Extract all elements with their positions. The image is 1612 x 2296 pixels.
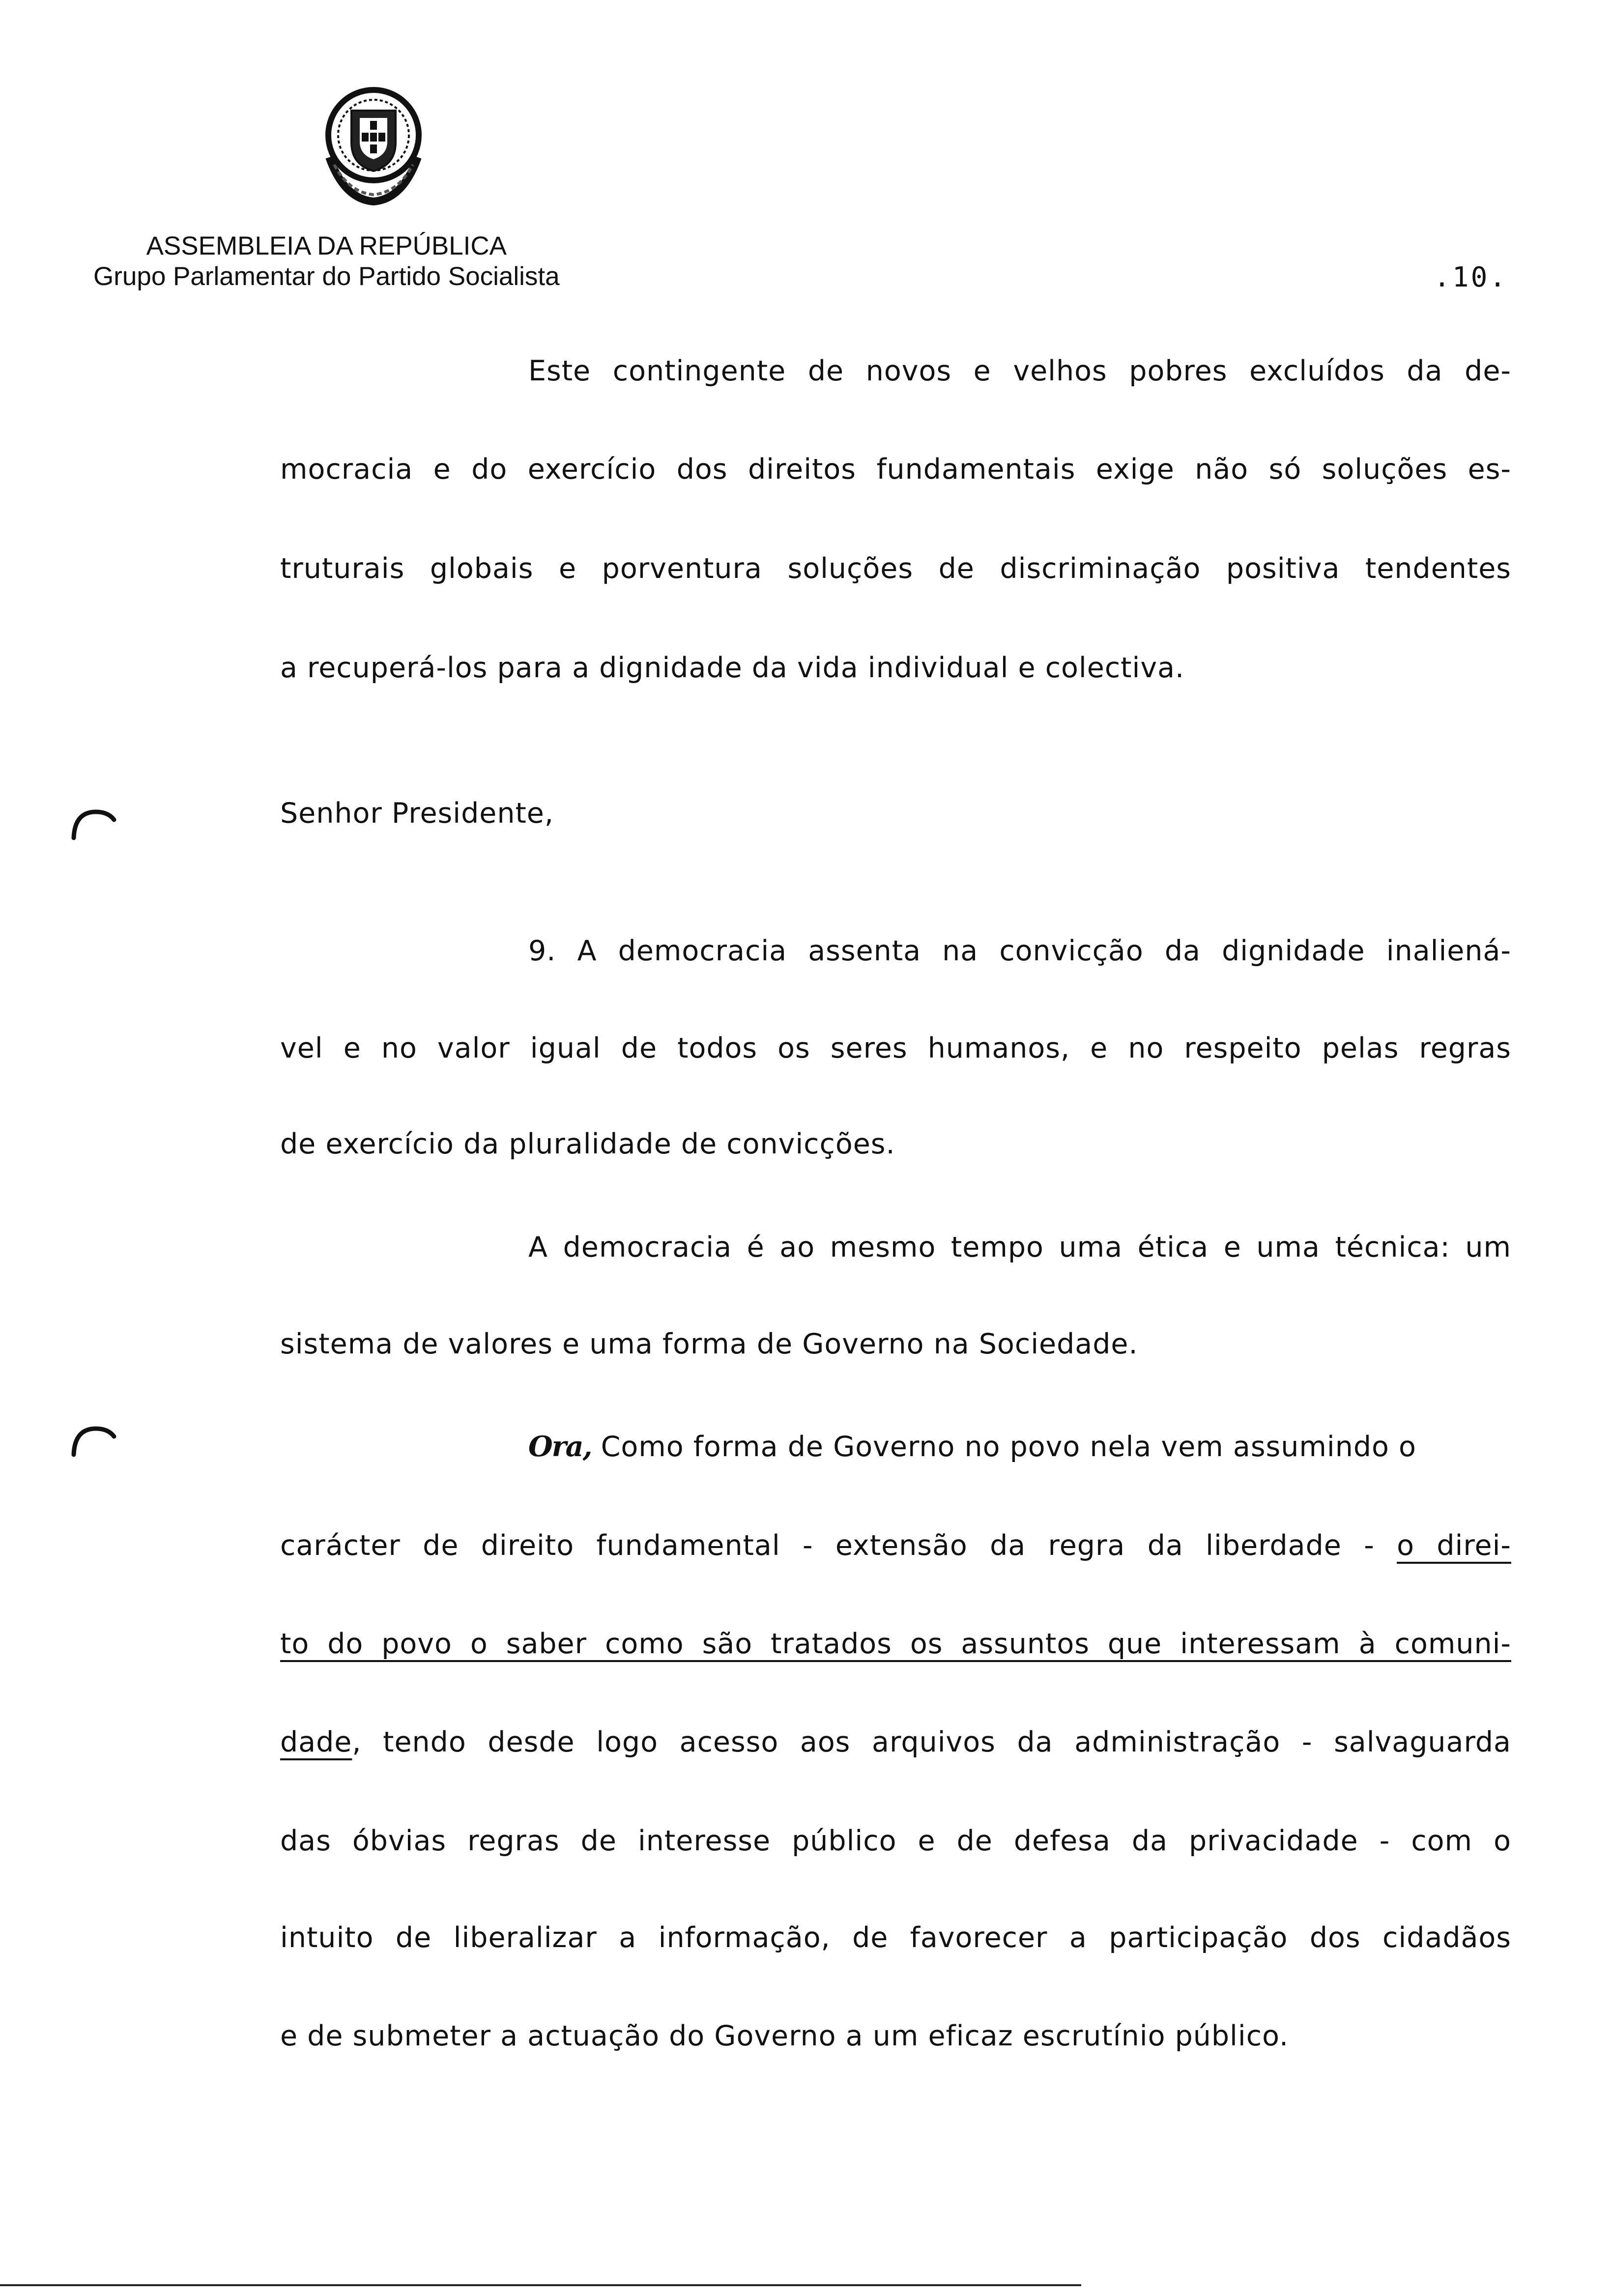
p2-line-1: 9. A democracia assenta na convicção da dignidade inaliená- — [528, 935, 1511, 967]
handwritten-note: Ora, — [528, 1430, 592, 1463]
org-name: ASSEMBLEIA DA REPÚBLICA — [146, 231, 507, 260]
p1-line-4: a recuperá-los para a dignidade da vida individual e colectiva. — [280, 652, 1185, 684]
p4-line-4 — [280, 1726, 1511, 1758]
coat-of-arms-icon — [315, 84, 432, 206]
p4-line-3 — [280, 1628, 1511, 1660]
group-name: Grupo Parlamentar do Partido Socialista — [93, 262, 560, 291]
p3-line-2: sistema de valores e uma forma de Governo na Sociedade. — [280, 1328, 1138, 1360]
p4-line-2-text: carácter de direito fundamental - extensão da regra da liberdade - — [280, 1529, 1397, 1562]
p2-line-2: vel e no valor igual de todos os seres humanos, e no respeito pelas regras — [280, 1032, 1511, 1064]
margin-arc-icon — [69, 1423, 118, 1457]
p4-line-6: intuito de liberalizar a informação, de favorecer a participação dos cidadãos — [280, 1922, 1511, 1954]
page-number: .10. — [1434, 261, 1508, 293]
p4-line-5: das óbvias regras de interesse público e de defesa da privacidade - com o — [280, 1825, 1511, 1857]
p2-line-3: de exercício da pluralidade de convicções. — [280, 1128, 895, 1160]
p4-line-1 — [528, 1430, 1416, 1463]
p4-line-1-text: Como forma de Governo no povo nela vem assumindo o — [601, 1431, 1416, 1463]
p4-line-7: e de submeter a actuação do Governo a um eficaz escrutínio público. — [280, 2020, 1289, 2052]
p1-line-3: truturais globais e porventura soluções de discriminação positiva tendentes — [280, 552, 1511, 585]
p3-line-1: A democracia é ao mesmo tempo uma ética e uma técnica: um — [528, 1231, 1511, 1263]
bottom-rule — [0, 2284, 1081, 2286]
margin-arc-icon — [69, 806, 118, 840]
p4-line-3-underlined: to do povo o saber como são tratados os assuntos que interessam à comuni- — [280, 1628, 1511, 1660]
salutation: Senhor Presidente, — [280, 797, 554, 830]
p4-line-2 — [280, 1529, 1511, 1562]
p1-line-1: Este contingente de novos e velhos pobres excluídos da de- — [528, 355, 1511, 387]
letterhead — [93, 231, 560, 292]
p4-line-2-underlined: o direi- — [1397, 1529, 1511, 1562]
p1-line-2: mocracia e do exercício dos direitos fundamentais exige não só soluções es- — [280, 453, 1511, 486]
p4-line-4-underlined: dade — [280, 1726, 352, 1758]
p4-line-4-text: , tendo desde logo acesso aos arquivos da administração - salvaguarda — [352, 1726, 1511, 1758]
